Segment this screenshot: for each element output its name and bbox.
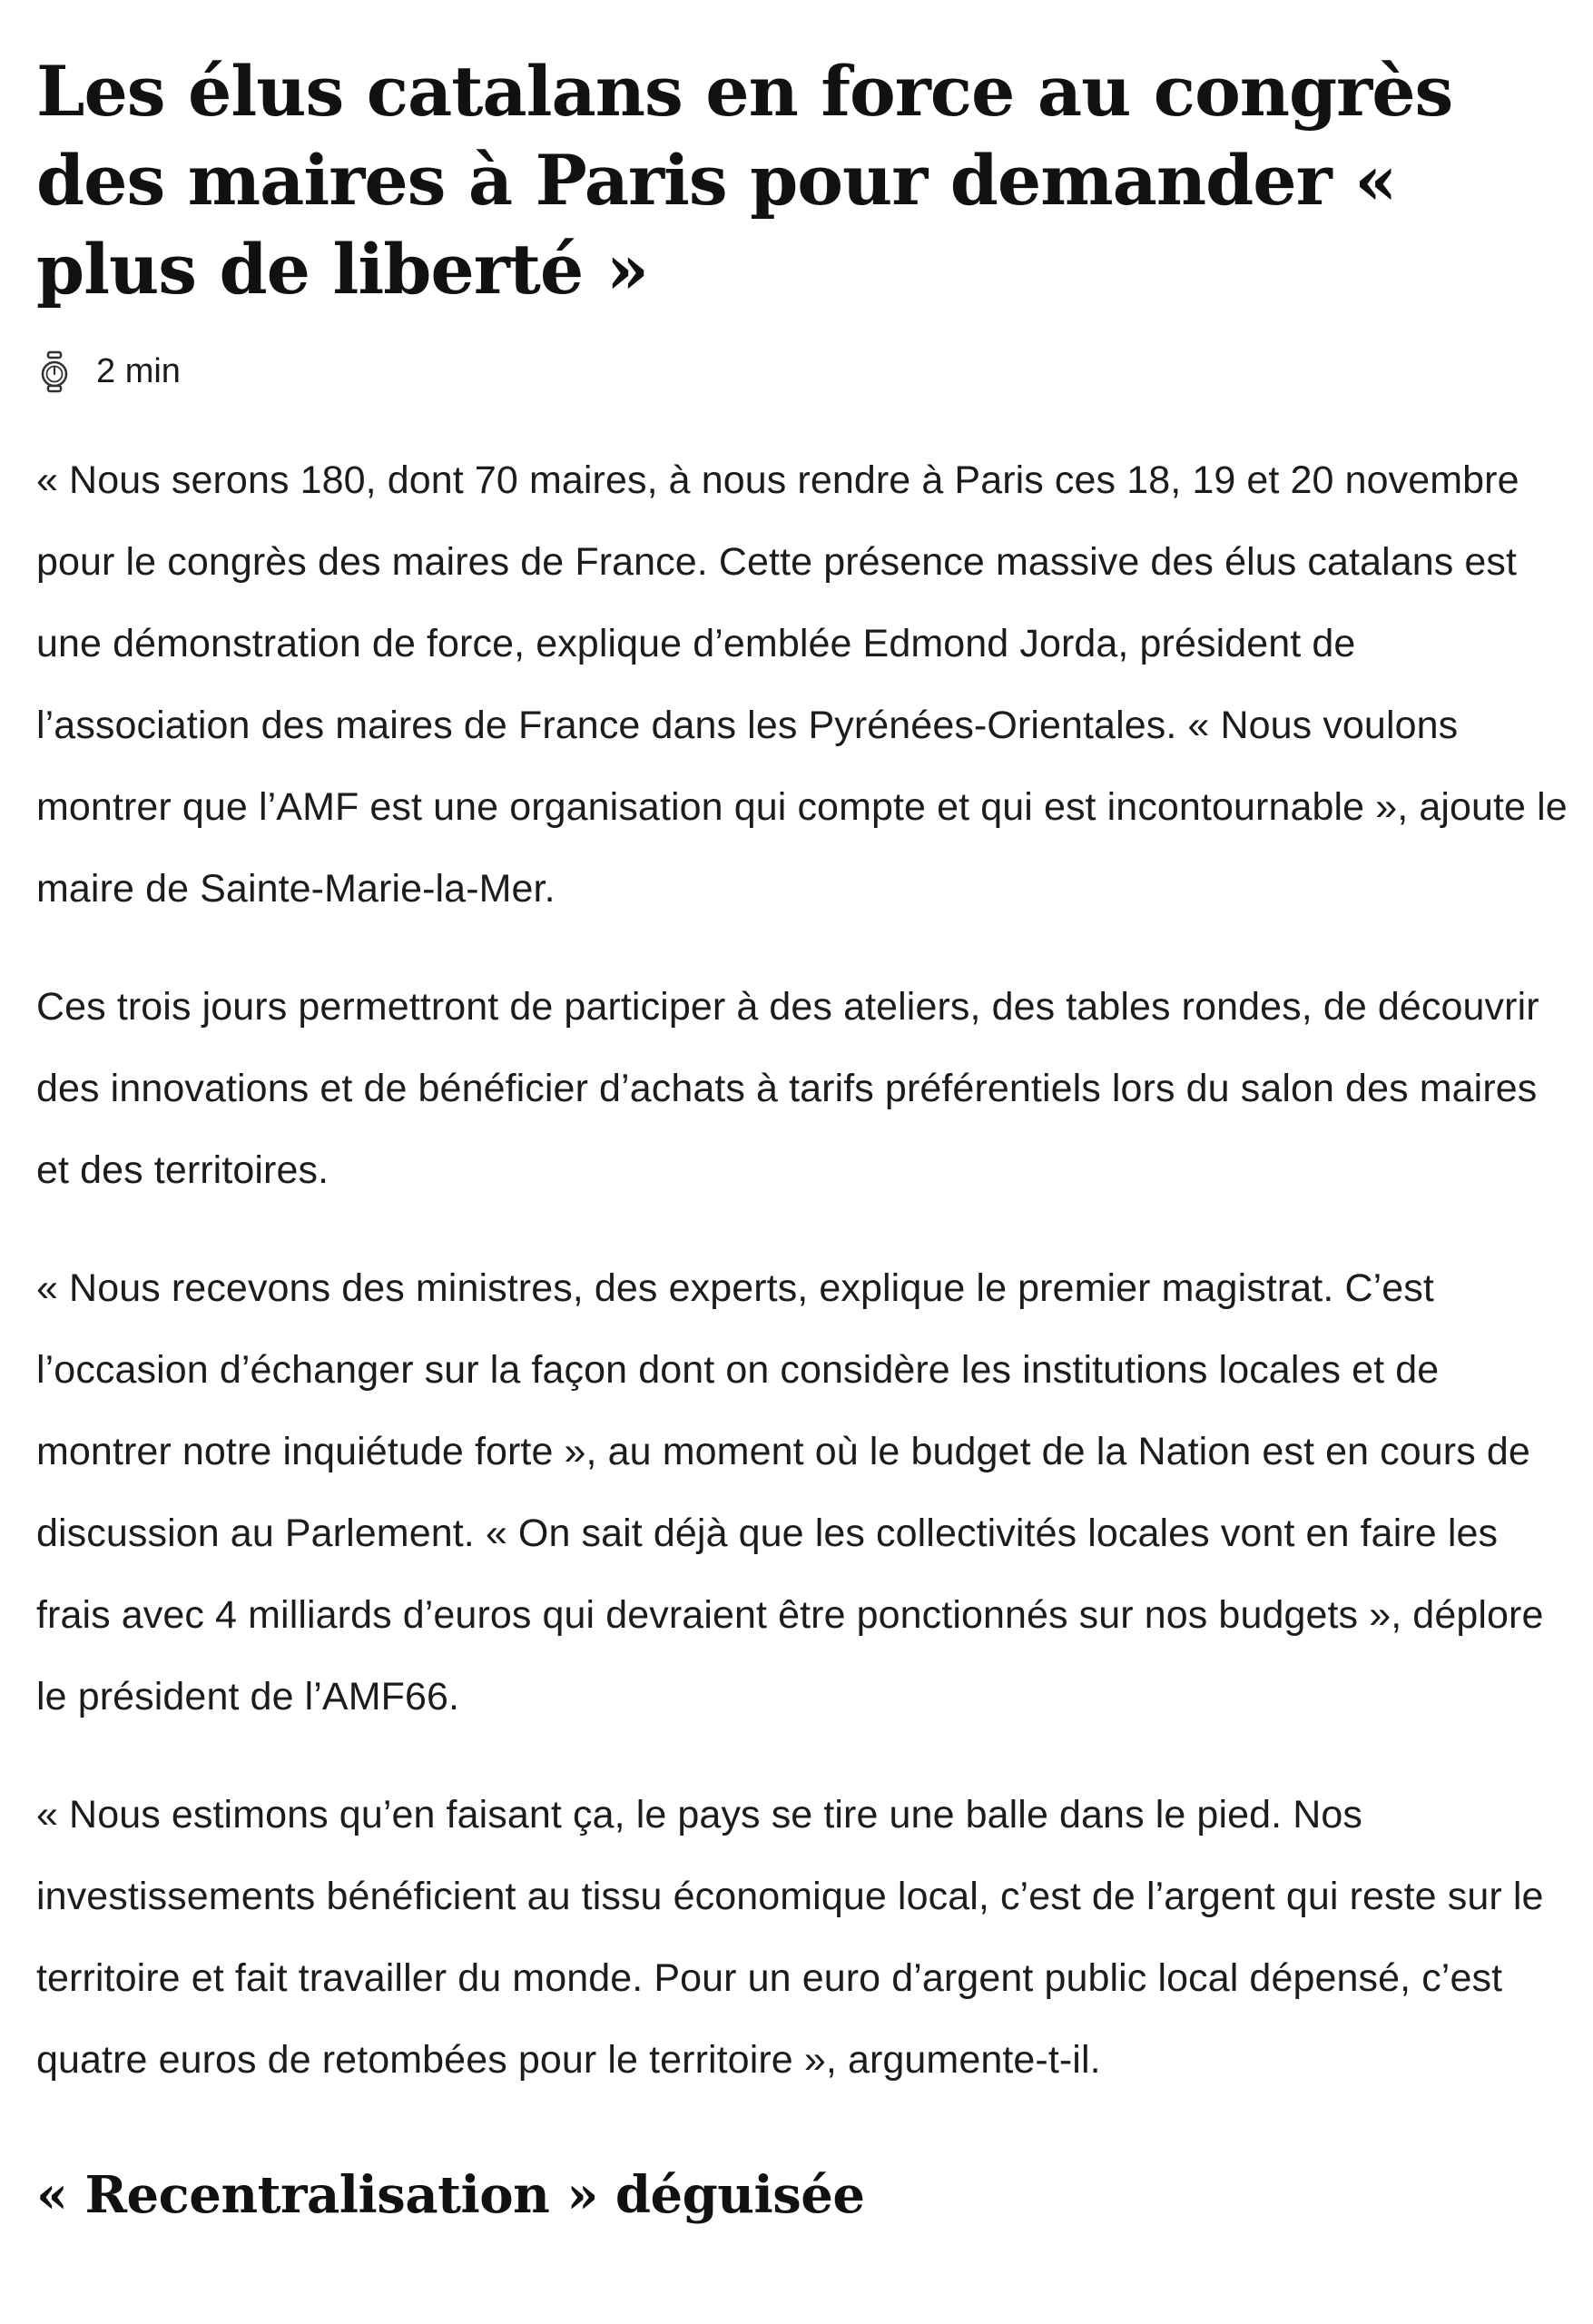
reading-time	[36, 349, 1570, 394]
article	[36, 36, 1570, 2231]
article-body	[36, 439, 1570, 2101]
paragraph: « Nous estimons qu’en faisant ça, le pays se tire une balle dans le pied. Nos investissements bénéficient au tissu économique local, c’est de l’argent qui reste sur le territoire et fait travailler du monde. Pour un euro d’argent public local dépensé, c’est quatre euros de retombées pour le territoire », argumente-t-il.	[36, 1793, 1544, 2082]
paragraph: « Nous serons 180, dont 70 maires, à nous rendre à Paris ces 18, 19 et 20 novembre pour le congrès des maires de France. Cette présence massive des élus catalans est une démonstration de force, explique d’emblée Edmond Jorda, président de l’association des maires de France dans les Pyrénées-Orientales. « Nous voulons montrer que l’AMF est une organisation qui compte et qui est incontournable », ajoute le maire de Sainte-Marie-la-Mer.	[36, 458, 1568, 911]
reading-time-label: 2 min	[96, 351, 181, 390]
article-title: Les élus catalans en force au congrès des maires à Paris pour demander « plus de liberté »	[36, 51, 1453, 310]
section-subheading: « Recentralisation » déguisée	[36, 2165, 865, 2225]
paragraph: « Nous recevons des ministres, des experts, explique le premier magistrat. C’est l’occasion d’échanger sur la façon dont on considère les institutions locales et de montrer notre inquiétude forte », au moment où le budget de la Nation est en cours de discussion au Parlement. « On sait déjà que les collectivités locales vont en faire les frais avec 4 milliards d’euros qui devraient être ponctionnés sur nos budgets », déplore le président de l’AMF66.	[36, 1266, 1544, 1718]
paragraph: Ces trois jours permettront de participer à des ateliers, des tables rondes, de découvrir des innovations et de bénéficier d’achats à tarifs préférentiels lors du salon des maires et des territoires.	[36, 985, 1539, 1192]
stopwatch-icon	[36, 349, 73, 394]
